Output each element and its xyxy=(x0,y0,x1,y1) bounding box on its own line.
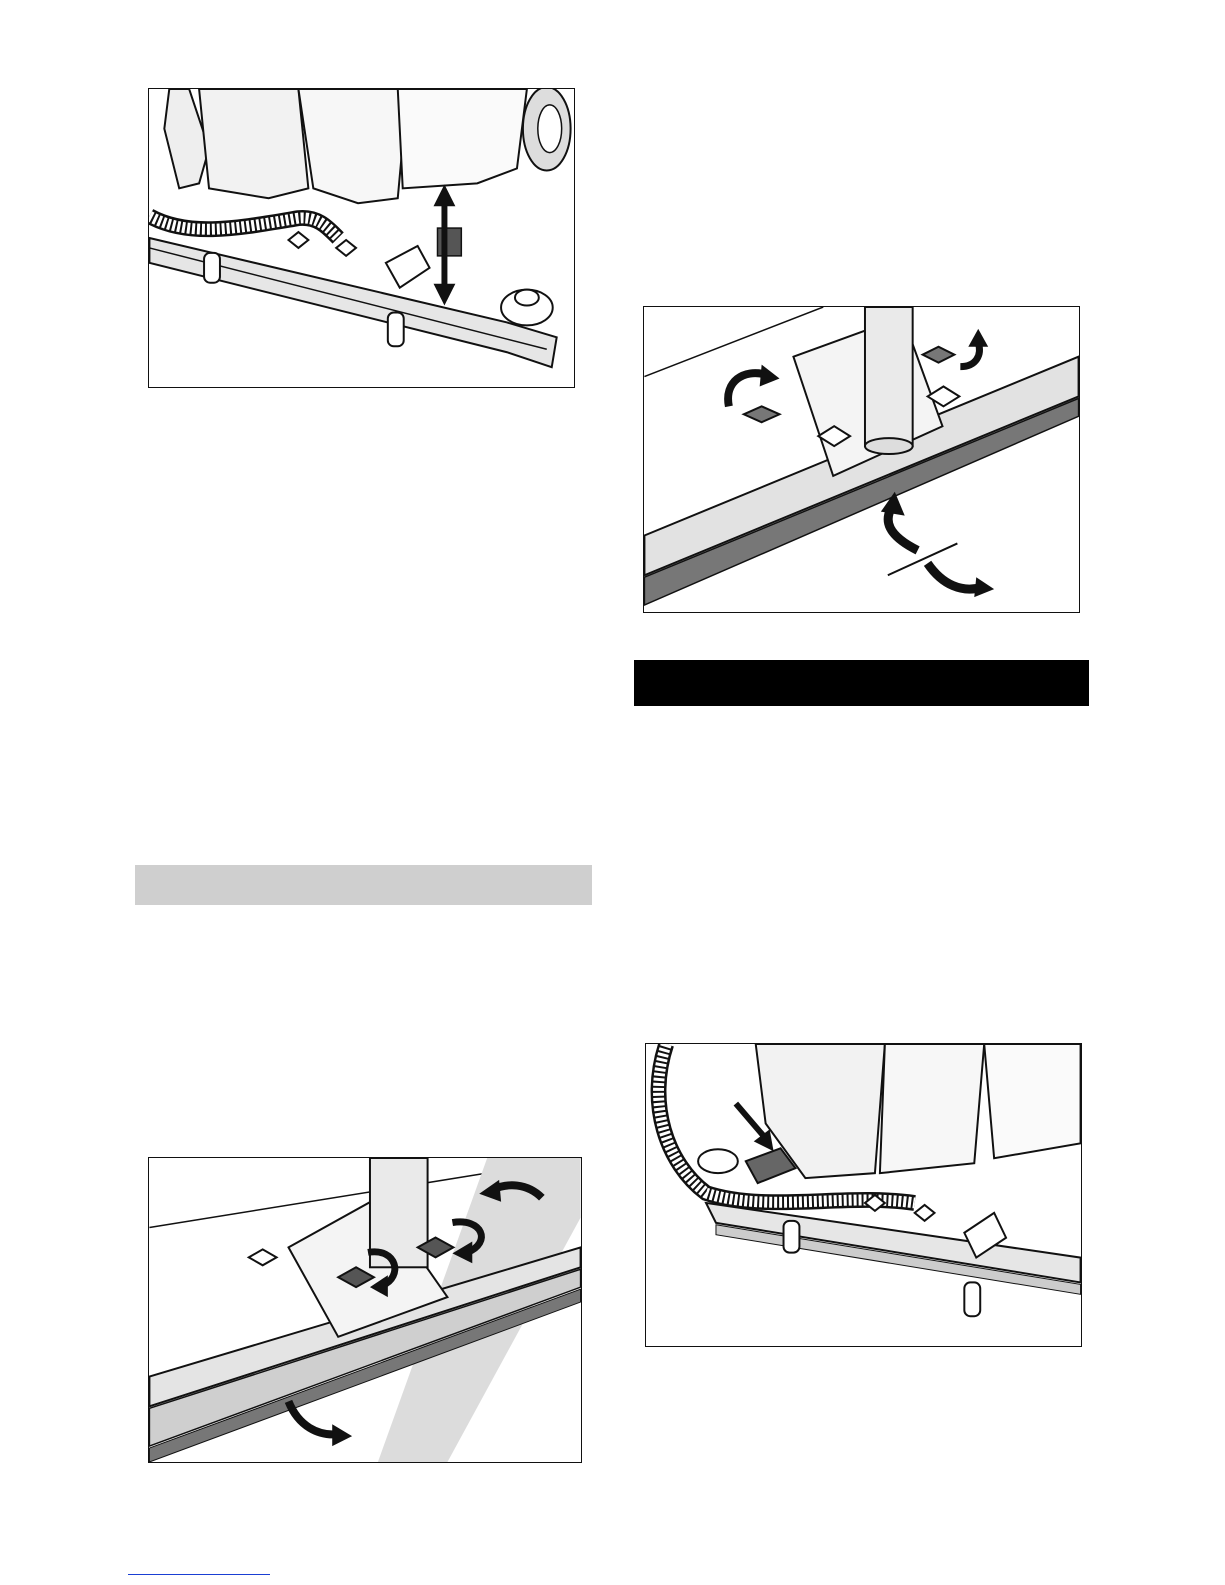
curved-arrow-icon xyxy=(289,1401,353,1446)
section-heading-bar-gray xyxy=(135,865,592,905)
footer-link-underline xyxy=(128,1574,270,1575)
squeegee-tilt-illustration xyxy=(644,307,1079,612)
rotate-arrow-icon xyxy=(960,329,988,367)
tilt-arrows-icon xyxy=(881,492,994,597)
section-heading-bar-dark xyxy=(634,660,1089,706)
figure-squeegee-tilt-adjust xyxy=(643,306,1080,613)
squeegee-height-illustration xyxy=(149,89,574,387)
figure-squeegee-lowering-pedal xyxy=(645,1043,1082,1347)
squeegee-blade-illustration xyxy=(149,1158,581,1462)
rotate-arrow-icon xyxy=(728,365,779,407)
figure-squeegee-height-adjust xyxy=(148,88,575,388)
squeegee-pedal-illustration xyxy=(646,1044,1081,1346)
figure-squeegee-blade-removal xyxy=(148,1157,582,1463)
